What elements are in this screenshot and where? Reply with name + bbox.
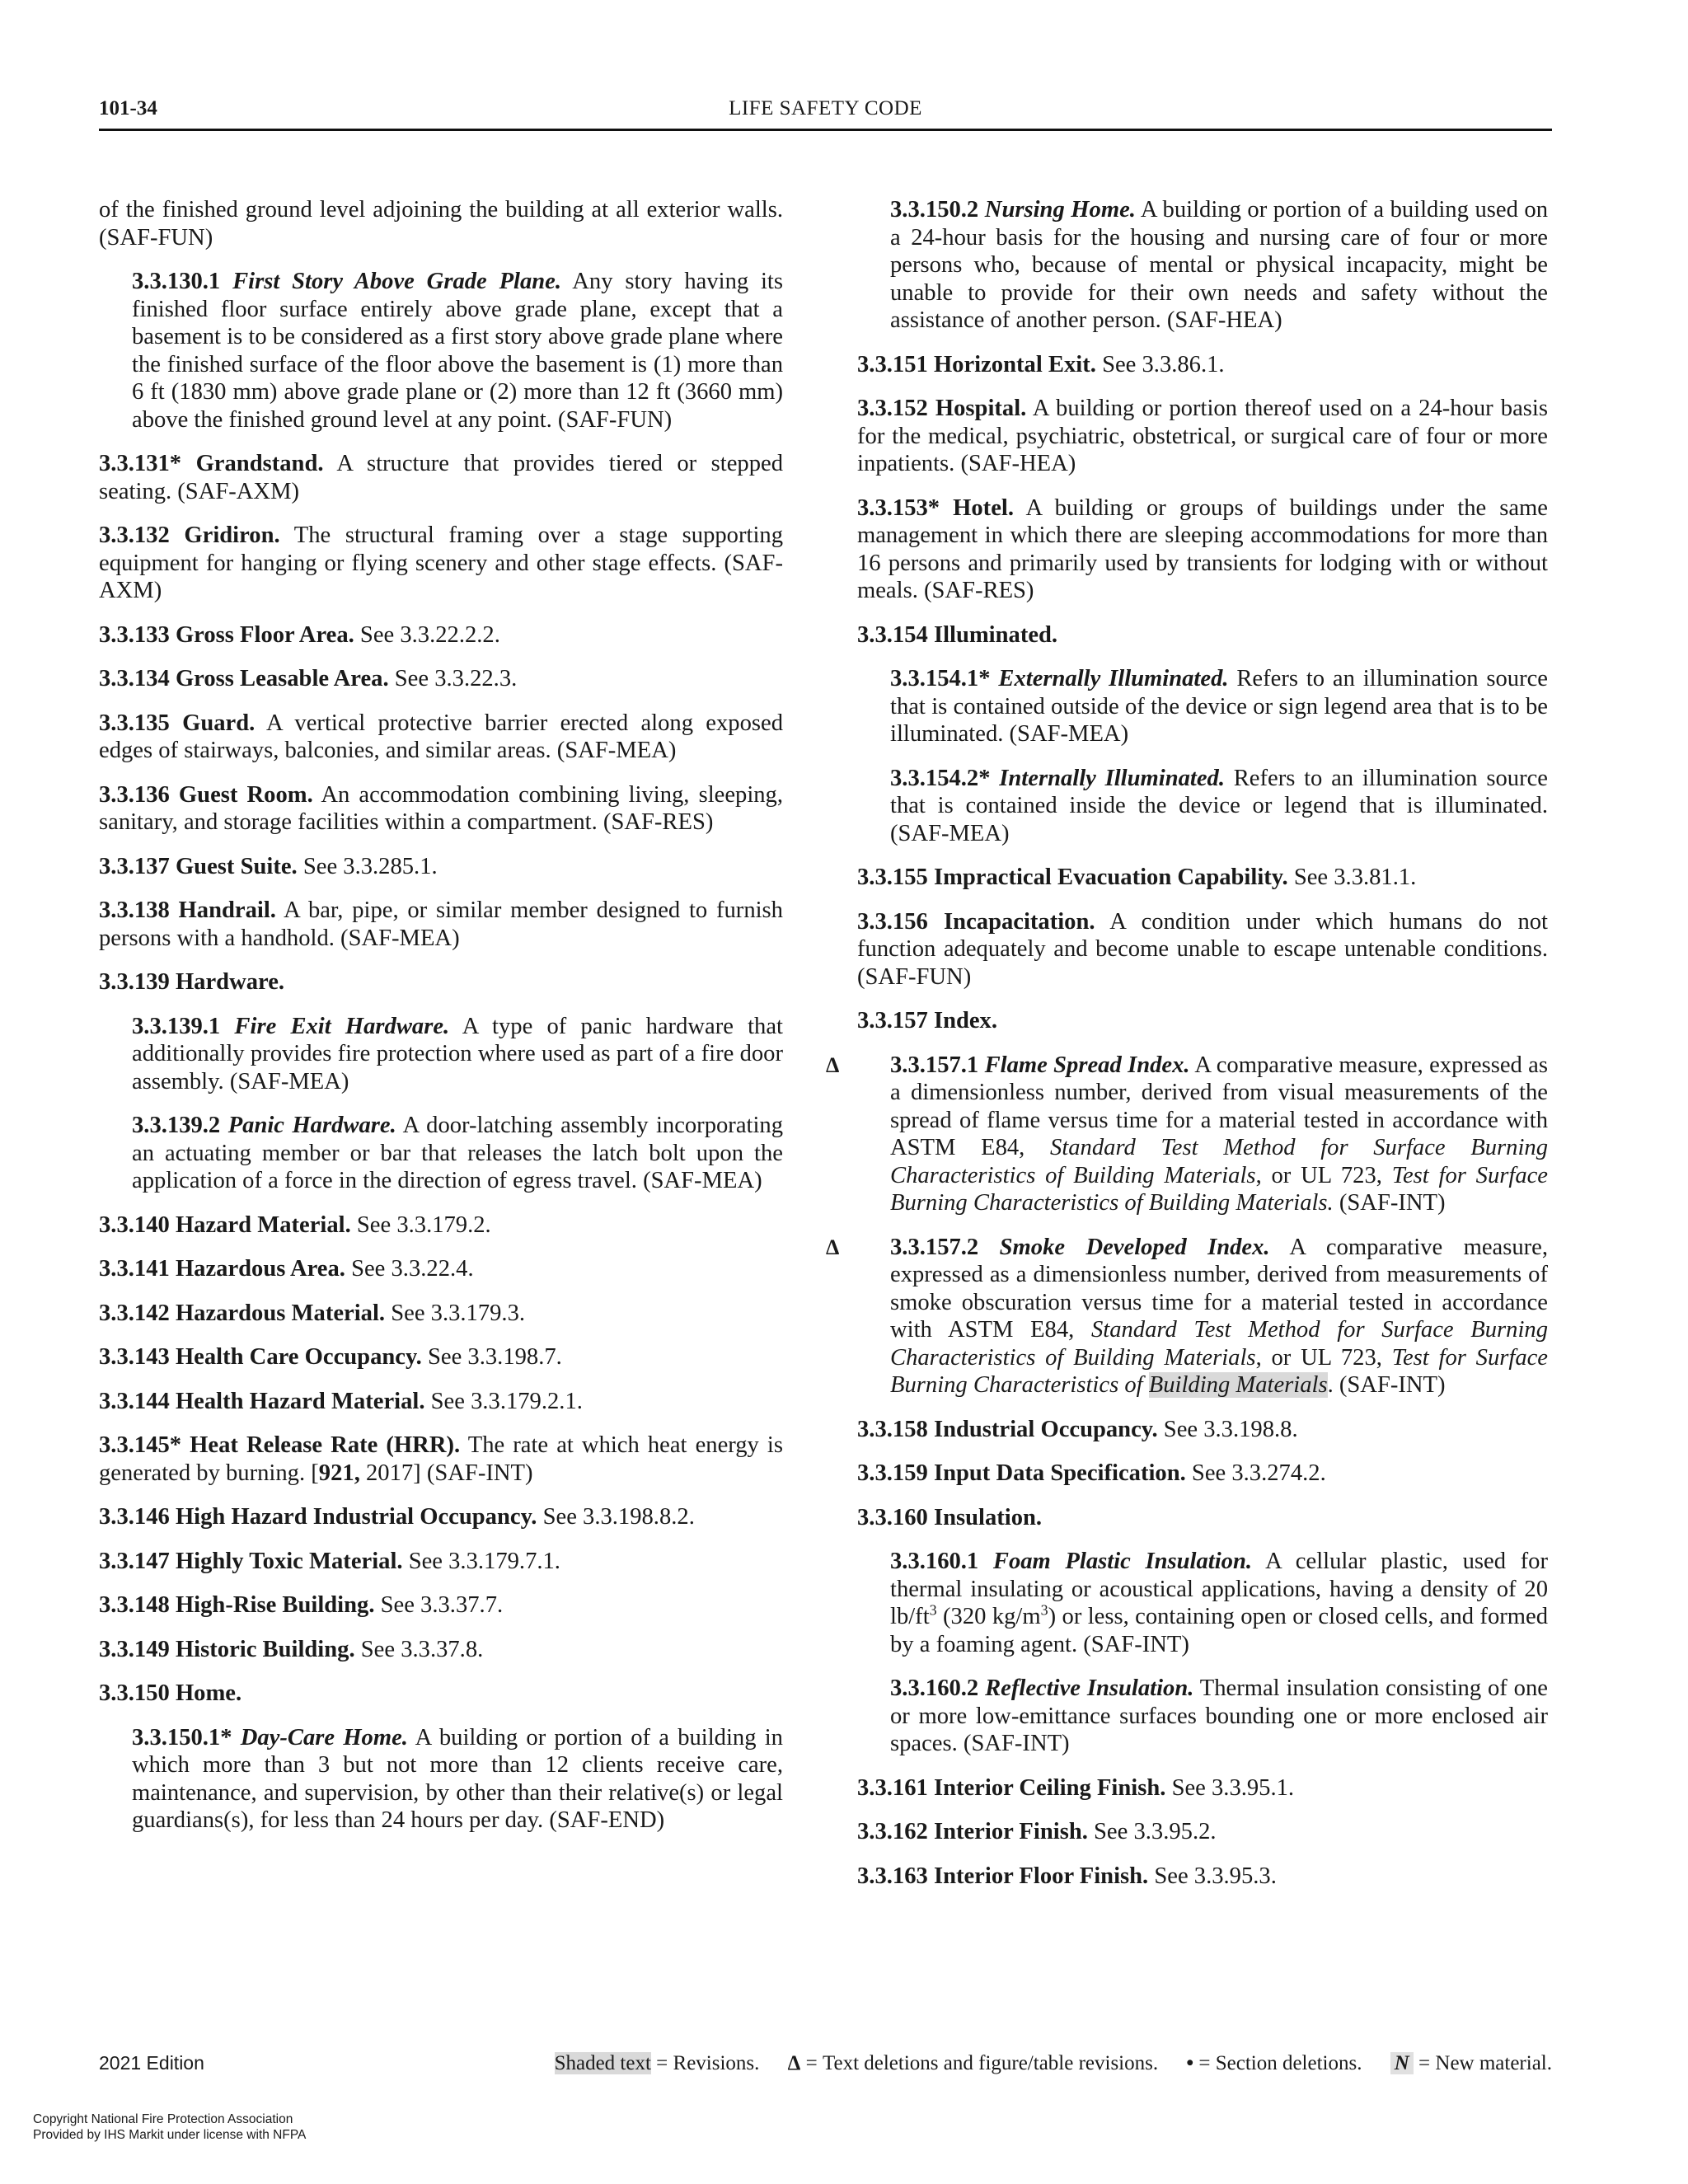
license-line: Provided by IHS Markit under license with NFPA xyxy=(33,2128,307,2142)
definition-term: Hazard Material. xyxy=(175,1212,351,1238)
definition-term: Guest Suite. xyxy=(175,853,298,879)
definition-text-mid: , or UL 723, xyxy=(1255,1162,1392,1188)
definition-term: Nursing Home. xyxy=(984,197,1136,223)
definition-text: See 3.3.179.2.1. xyxy=(430,1388,583,1414)
definition-3-3-138 xyxy=(99,897,783,952)
definition-text: The rate at which heat energy is generated by burning. [ xyxy=(99,1432,784,1486)
definition-number: 3.3.131* xyxy=(99,451,182,476)
definition-text: A comparative measure, expressed as a dimensionless number, derived from visual measurements of the spread of flame versus time for a material tested in accordance with ASTM E84, xyxy=(890,1052,1548,1160)
definition-text: A building or portion of a building in which more than 3 but not more than 12 clients receive care, maintenance, and supervision, by other than their relative(s) or legal guardians(s), for less than 24 hours per day. (SAF-END) xyxy=(132,1724,783,1833)
definition-number: 3.3.161 xyxy=(857,1774,928,1801)
definition-3-3-132 xyxy=(99,522,783,605)
definition-term: Hardware. xyxy=(175,969,285,995)
definition-3-3-139-2 xyxy=(99,1112,783,1195)
definition-term: Horizontal Exit. xyxy=(933,351,1096,377)
definition-term: Gridiron. xyxy=(184,523,280,548)
definition-3-3-160-1 xyxy=(857,1548,1548,1658)
definition-term: Industrial Occupancy. xyxy=(933,1416,1158,1442)
legend-bullet-desc: = Section deletions. xyxy=(1193,2052,1362,2074)
definition-number: 3.3.138 xyxy=(99,898,170,923)
definition-text: A building or portion of a building used on a 24-hour basis for the housing and nursing care of four or more persons who, because of mental or physical incapacity, might be unable to provide for their own needs and safety without the assistance of another person. (SAF-HEA) xyxy=(890,197,1549,333)
definition-3-3-152 xyxy=(857,395,1548,478)
copyright-line: Copyright National Fire Protection Association xyxy=(33,2112,293,2126)
definition-text: Any story having its finished floor surface entirely above grade plane, except that a basement is to be considered as a first story above grade plane where the finished surface of the floor above the basement is (1) more than 6 ft (1830 mm) above grade plane or (2) more than 12 ft (3660 mm) above the finished ground level at any point. (SAF-FUN) xyxy=(132,269,783,433)
definition-term: Index. xyxy=(933,1008,998,1033)
definition-term: Insulation. xyxy=(933,1504,1043,1530)
definition-text: The structural framing over a stage supporting equipment for hanging or flying scenery and other stage effects. (SAF-AXM) xyxy=(99,523,783,603)
definition-3-3-161 xyxy=(857,1774,1548,1802)
definition-3-3-157-2 xyxy=(826,1234,1549,1399)
definition-term: Illuminated. xyxy=(933,621,1058,648)
page-number: 101-34 xyxy=(99,97,157,120)
definition-3-3-133 xyxy=(99,621,783,649)
definition-3-3-160-2 xyxy=(857,1675,1548,1758)
standard-title: Standard Test Method for Surface Burning Characteristics of Building Materials xyxy=(890,1317,1549,1371)
definition-3-3-156 xyxy=(857,908,1548,991)
definition-number: 3.3.154.1* xyxy=(890,666,991,691)
definition-3-3-134 xyxy=(99,665,783,693)
definition-text: See 3.3.22.3. xyxy=(394,666,518,691)
paragraph-continuation: of the finished ground level adjoining the building at all exterior walls. (SAF-FUN) xyxy=(99,197,783,251)
definition-term: Guard. xyxy=(182,710,256,736)
definition-text-mid: , or UL 723, xyxy=(1255,1344,1392,1371)
definition-text: Thermal insulation consisting of one or more low-emittance surfaces bounding one or more enclosed air spaces. (SAF-INT) xyxy=(890,1675,1548,1756)
definition-number: 3.3.150 xyxy=(99,1680,170,1706)
definition-number: 3.3.150.2 xyxy=(890,197,979,223)
definition-number: 3.3.155 xyxy=(857,865,928,890)
definition-3-3-130-1 xyxy=(99,268,783,434)
definition-number: 3.3.136 xyxy=(99,781,170,808)
definition-3-3-163 xyxy=(857,1863,1548,1891)
page-footer xyxy=(99,2044,1552,2077)
definition-number: 3.3.140 xyxy=(99,1212,170,1238)
definition-text-end: ) or less, containing open or closed cells, and formed by a foaming agent. (SAF-INT) xyxy=(890,1604,1548,1657)
definition-3-3-150-1 xyxy=(99,1724,783,1835)
definition-text-end: 2017] (SAF-INT) xyxy=(359,1460,533,1486)
standard-title: Test for Surface Burning Characteristics of Building Materials. xyxy=(890,1162,1548,1216)
definition-text: See 3.3.95.1. xyxy=(1171,1774,1295,1801)
definition-3-3-143 xyxy=(99,1343,783,1371)
legend-shaded-desc: = Revisions. xyxy=(650,2052,760,2074)
definition-text: A building or groups of buildings under the same management in which there are sleeping accommodations for more than 16 persons and primarily used by transients for lodging with or without meals. (SAF-RES) xyxy=(857,494,1548,603)
edition-label: 2021 Edition xyxy=(99,2052,204,2074)
page-header xyxy=(99,97,1552,131)
definition-number: 3.3.145* xyxy=(99,1432,182,1458)
legend-delta-icon: Δ xyxy=(787,2052,801,2074)
definition-text: See 3.3.198.7. xyxy=(428,1344,562,1370)
definition-3-3-139-1 xyxy=(99,1013,783,1096)
definition-3-3-141 xyxy=(99,1255,783,1283)
definition-3-3-151 xyxy=(857,351,1548,379)
legend-new-icon: N xyxy=(1390,2052,1414,2074)
definition-3-3-158 xyxy=(857,1416,1548,1444)
definition-3-3-159 xyxy=(857,1460,1548,1488)
definition-number: 3.3.157.2 xyxy=(890,1234,979,1260)
definition-term: High-Rise Building. xyxy=(175,1592,375,1618)
definition-text: See 3.3.95.2. xyxy=(1094,1819,1217,1844)
definition-text: See 3.3.22.4. xyxy=(351,1256,474,1282)
definition-number: 3.3.148 xyxy=(99,1592,170,1618)
revision-legend xyxy=(555,2052,1552,2075)
definition-term: Interior Ceiling Finish. xyxy=(933,1774,1166,1801)
definition-term: High Hazard Industrial Occupancy. xyxy=(175,1504,537,1530)
definition-number: 3.3.137 xyxy=(99,853,170,879)
definition-text: A door-latching assembly incorporating an actuating member or bar that releases the latch bolt upon the application of a force in the direction of egress travel. (SAF-MEA) xyxy=(132,1113,783,1193)
definition-3-3-135 xyxy=(99,710,783,765)
definition-3-3-150 xyxy=(99,1680,783,1708)
definition-term: Hazardous Material. xyxy=(175,1300,386,1326)
definition-text: An accommodation combining living, sleeping, sanitary, and storage facilities within a compartment. (SAF-RES) xyxy=(99,781,784,835)
definition-3-3-149 xyxy=(99,1636,783,1664)
definition-text-end: . (SAF-INT) xyxy=(1327,1372,1446,1398)
revision-delta-icon: Δ xyxy=(826,1052,840,1077)
running-title: LIFE SAFETY CODE xyxy=(729,97,922,120)
definition-number: 3.3.134 xyxy=(99,666,170,691)
definition-text: See 3.3.198.8. xyxy=(1163,1416,1298,1442)
definition-number: 3.3.160 xyxy=(857,1504,928,1530)
definition-number: 3.3.139.1 xyxy=(132,1013,221,1039)
left-column xyxy=(99,196,783,1851)
reference-source: 921, xyxy=(318,1460,360,1486)
definition-number: 3.3.162 xyxy=(857,1819,928,1844)
definition-number: 3.3.159 xyxy=(857,1460,928,1486)
definition-3-3-150-2 xyxy=(857,196,1548,335)
definition-text: See 3.3.86.1. xyxy=(1102,351,1225,377)
definition-number: 3.3.152 xyxy=(857,396,928,421)
definition-text: See 3.3.274.2. xyxy=(1191,1460,1326,1486)
definition-3-3-148 xyxy=(99,1591,783,1619)
definition-text: Refers to an illumination source that is contained inside the device or legend that is illuminated. (SAF-MEA) xyxy=(890,765,1548,846)
definition-3-3-146 xyxy=(99,1503,783,1531)
definition-text: See 3.3.37.8. xyxy=(360,1636,484,1662)
definition-3-3-155 xyxy=(857,864,1548,892)
definition-number: 3.3.156 xyxy=(857,908,928,935)
definition-text: See 3.3.198.8.2. xyxy=(542,1504,695,1530)
definition-term: Heat Release Rate (HRR). xyxy=(190,1432,461,1458)
definition-term: Incapacitation. xyxy=(944,908,1095,935)
standard-title: Standard Test Method for Surface Burning Characteristics of Building Materials xyxy=(890,1135,1549,1188)
definition-3-3-131 xyxy=(99,450,783,505)
definition-term: Panic Hardware. xyxy=(227,1113,396,1138)
definition-term: Gross Leasable Area. xyxy=(175,666,389,691)
definition-term: Hotel. xyxy=(953,494,1014,521)
definition-text: See 3.3.37.7. xyxy=(380,1592,504,1618)
definition-text: A structure that provides tiered or stepped seating. (SAF-AXM) xyxy=(99,451,783,504)
definition-term: Handrail. xyxy=(178,898,276,923)
legend-shaded-sample: Shaded text xyxy=(554,2052,651,2074)
definition-text-end: (SAF-INT) xyxy=(1333,1190,1446,1216)
definition-text: See 3.3.95.3. xyxy=(1154,1863,1277,1889)
definition-number: 3.3.154.2* xyxy=(890,765,991,791)
definition-term: First Story Above Grade Plane. xyxy=(232,269,562,294)
definition-text: A vertical protective barrier erected along exposed edges of stairways, balconies, and similar areas. (SAF-MEA) xyxy=(99,710,784,763)
definition-number: 3.3.141 xyxy=(99,1256,170,1282)
definition-number: 3.3.160.2 xyxy=(890,1675,979,1701)
definition-term: Health Hazard Material. xyxy=(175,1388,425,1414)
definition-term: Health Care Occupancy. xyxy=(175,1344,422,1370)
definition-text: Refers to an illumination source that is contained outside of the device or sign legend area that is to be illuminated. (SAF-MEA) xyxy=(890,666,1548,747)
legend-bullet-icon: • xyxy=(1186,2052,1194,2074)
legend-new-desc: = New material. xyxy=(1413,2052,1552,2074)
definition-text: A type of panic hardware that additionally provides fire protection where used as part of a fire door assembly. (SAF-MEA) xyxy=(132,1013,783,1094)
superscript: 3 xyxy=(1040,1601,1048,1619)
definition-number: 3.3.154 xyxy=(857,621,928,648)
definition-term: Home. xyxy=(175,1680,242,1706)
definition-term: Foam Plastic Insulation. xyxy=(992,1549,1253,1574)
definition-number: 3.3.160.1 xyxy=(890,1549,979,1574)
definition-number: 3.3.144 xyxy=(99,1388,170,1414)
definition-term: Guest Room. xyxy=(178,781,313,808)
definition-term: Input Data Specification. xyxy=(933,1460,1186,1486)
definition-term: Interior Floor Finish. xyxy=(933,1863,1149,1889)
definition-number: 3.3.157 xyxy=(857,1008,928,1033)
definition-3-3-154-1 xyxy=(857,665,1548,748)
definition-number: 3.3.158 xyxy=(857,1416,928,1442)
definition-text-mid: (320 kg/m xyxy=(936,1604,1041,1629)
definition-text: See 3.3.22.2.2. xyxy=(359,621,500,648)
definition-text: A bar, pipe, or similar member designed to furnish persons with a handhold. (SAF-MEA) xyxy=(99,898,783,951)
definition-3-3-160 xyxy=(857,1504,1548,1532)
revision-delta-icon: Δ xyxy=(826,1235,840,1259)
right-column xyxy=(826,196,1549,1906)
definition-number: 3.3.153* xyxy=(857,494,940,521)
definition-3-3-144 xyxy=(99,1388,783,1416)
definition-term: Externally Illuminated. xyxy=(998,666,1229,691)
definition-3-3-154 xyxy=(857,621,1548,649)
definition-3-3-145 xyxy=(99,1432,783,1487)
definition-term: Hazardous Area. xyxy=(175,1256,345,1282)
definition-3-3-157 xyxy=(857,1007,1548,1035)
definition-number: 3.3.132 xyxy=(99,523,170,548)
revision-shaded-text: Building Materials xyxy=(1148,1372,1328,1398)
definition-number: 3.3.146 xyxy=(99,1504,170,1530)
definition-term: Flame Spread Index. xyxy=(984,1052,1190,1078)
standard-title: Test for Surface Burning Characteristics of xyxy=(890,1344,1548,1398)
definition-text: A comparative measure, expressed as a dimensionless number, derived from measurements of smoke obscuration versus time for a material tested in accordance with ASTM E84, xyxy=(890,1234,1548,1343)
definition-3-3-154-2 xyxy=(857,765,1548,848)
definition-term: Gross Floor Area. xyxy=(175,621,354,648)
definition-term: Historic Building. xyxy=(175,1636,355,1662)
superscript: 3 xyxy=(929,1601,937,1619)
definition-number: 3.3.149 xyxy=(99,1636,170,1662)
legend-delta-desc: = Text deletions and figure/table revisions. xyxy=(800,2052,1159,2074)
definition-3-3-142 xyxy=(99,1300,783,1328)
definition-number: 3.3.163 xyxy=(857,1863,928,1889)
definition-number: 3.3.133 xyxy=(99,621,170,648)
definition-text: A building or portion thereof used on a 24-hour basis for the medical, psychiatric, obstetrical, or surgical care of four or more inpatients. (SAF-HEA) xyxy=(857,396,1548,476)
definition-number: 3.3.151 xyxy=(857,351,928,377)
definition-text: See 3.3.81.1. xyxy=(1293,865,1417,890)
definition-3-3-137 xyxy=(99,853,783,881)
definition-term: Grandstand. xyxy=(195,451,324,476)
definition-text: A condition under which humans do not function adequately and become unable to escape untenable conditions. (SAF-FUN) xyxy=(857,908,1548,990)
definition-number: 3.3.139.2 xyxy=(132,1113,221,1138)
definition-text: A cellular plastic, used for thermal insulating or acoustical applications, having a density of 20 lb/ft xyxy=(890,1549,1548,1629)
definition-term: Hospital. xyxy=(935,396,1027,421)
definition-3-3-147 xyxy=(99,1548,783,1576)
definition-number: 3.3.135 xyxy=(99,710,170,736)
definition-term: Reflective Insulation. xyxy=(985,1675,1194,1701)
definition-number: 3.3.143 xyxy=(99,1344,170,1370)
definition-term: Internally Illuminated. xyxy=(999,765,1225,791)
definition-3-3-162 xyxy=(857,1818,1548,1846)
definition-text: See 3.3.179.3. xyxy=(391,1300,526,1326)
definition-term: Fire Exit Hardware. xyxy=(234,1013,450,1039)
definition-3-3-140 xyxy=(99,1212,783,1240)
definition-text: See 3.3.179.7.1. xyxy=(408,1548,560,1574)
definition-number: 3.3.157.1 xyxy=(890,1052,979,1078)
definition-number: 3.3.139 xyxy=(99,969,170,995)
definition-term: Highly Toxic Material. xyxy=(175,1548,403,1574)
definition-3-3-136 xyxy=(99,781,783,837)
definition-number: 3.3.142 xyxy=(99,1300,170,1326)
copyright-notice xyxy=(33,2111,306,2143)
definition-term: Interior Finish. xyxy=(933,1819,1088,1844)
definition-number: 3.3.130.1 xyxy=(132,269,221,294)
definition-term: Day-Care Home. xyxy=(240,1724,408,1750)
definition-term: Impractical Evacuation Capability. xyxy=(933,865,1288,890)
definition-3-3-139 xyxy=(99,968,783,996)
definition-text: See 3.3.285.1. xyxy=(302,853,438,879)
definition-3-3-153 xyxy=(857,494,1548,605)
definition-number: 3.3.150.1* xyxy=(132,1724,232,1750)
definition-term: Smoke Developed Index. xyxy=(999,1234,1270,1260)
definition-text: See 3.3.179.2. xyxy=(356,1212,491,1238)
definition-3-3-157-1 xyxy=(826,1052,1549,1217)
definition-number: 3.3.147 xyxy=(99,1548,170,1574)
